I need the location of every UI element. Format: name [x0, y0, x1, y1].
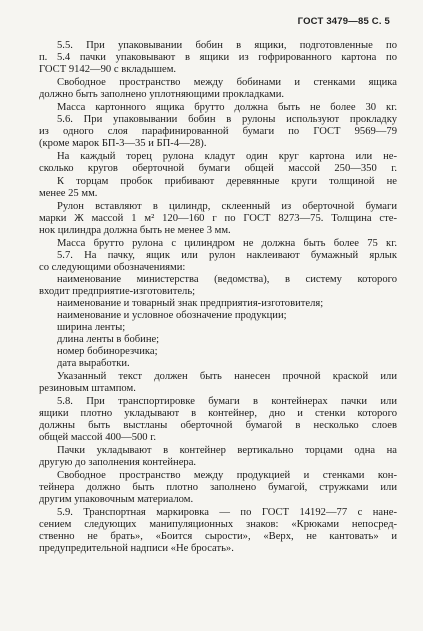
text-line: нок цилиндра должна быть не менее 3 мм. — [39, 225, 231, 236]
text-line: Масса брутто рулона с цилиндром не должна быть более 75 кг. — [57, 238, 397, 249]
text-line: входит предприятие-изготовитель; — [39, 286, 196, 297]
text-line: другим упаковочным материалом. — [39, 494, 194, 505]
text-line: предупредительной надписи «Не бросать». — [39, 543, 234, 554]
text-line: Рулон вставляют в цилиндр, склеенный из оберточной бумаги — [57, 201, 397, 212]
text-line: сением следующих манипуляционных знаков: «Крюками непосред- — [39, 519, 397, 530]
text-line: п. 5.4 пачки упаковывают в ящики из гофрированного картона по — [39, 52, 397, 63]
text-line: наименование и условное обозначение продукции; — [57, 310, 287, 321]
text-line: 5.5. При упаковывании бобин в ящики, подготовленные по — [57, 40, 397, 51]
text-line: Указанный текст должен быть нанесен прочной краской или — [57, 371, 397, 382]
text-line: должны быть выстланы оберточной бумагой в несколько слоев — [39, 420, 397, 431]
text-line: Пачки укладывают в контейнер вертикально торцами одна на — [57, 445, 397, 456]
text-line: ширина ленты; — [57, 322, 126, 333]
page-header: ГОСТ 3479—85 С. 5 — [297, 16, 390, 27]
text-line: длина ленты в бобине; — [57, 334, 160, 345]
text-line: (кроме марок БП-3—35 и БП-4—28). — [39, 138, 207, 149]
text-line: Свободное пространство между продукцией и стенками кон- — [57, 470, 397, 481]
text-line: из одного слоя парафинированной бумаги по ГОСТ 9569—79 — [39, 126, 397, 137]
text-line: дата выработки. — [57, 358, 130, 369]
text-line: со следующими обозначениями: — [39, 262, 186, 273]
text-line: должно быть заполнено уплотняющими прокладками. — [39, 89, 285, 100]
text-line: 5.7. На пачку, ящик или рулон наклеивают бумажный ярлык — [57, 250, 397, 261]
text-line: резиновым штампом. — [39, 383, 136, 394]
text-line: другую до заполнения контейнера. — [39, 457, 197, 468]
text-line: менее 25 мм. — [39, 188, 98, 199]
text-line: общей массой 400—500 г. — [39, 432, 157, 443]
text-line: наименование министерства (ведомства), в систему которого — [57, 274, 397, 285]
text-line: ственно не брать», «Боится сырости», «Верх, не кантовать» и — [39, 531, 397, 542]
text-line: 5.6. При упаковывании бобин в рулоны используют прокладку — [57, 114, 397, 125]
document-body — [39, 40, 397, 555]
text-line: 5.8. При транспортировке бумаги в контейнерах пачки или — [57, 396, 397, 407]
text-line: марки Ж массой 1 м² 120—160 г по ГОСТ 8273—75. Толщина сте- — [39, 213, 397, 224]
text-line: Масса картонного ящика брутто должна быть не более 30 кг. — [57, 102, 397, 113]
text-line: тейнера должно быть плотно заполнено бумагой, стружками или — [39, 482, 397, 493]
text-line: номер бобинорезчика; — [57, 346, 158, 357]
text-line: Свободное пространство между бобинами и стенками ящика — [57, 77, 397, 88]
text-line: К торцам пробок прибивают деревянные круги толщиной не — [57, 176, 397, 187]
text-line: наименование и товарный знак предприятия-изготовителя; — [57, 298, 324, 309]
text-line: сколько кругов оберточной бумаги общей массой 250—350 г. — [39, 163, 397, 174]
text-line: ящики плотно укладывают в контейнер, дно и стенки которого — [39, 408, 397, 419]
text-line: 5.9. Транспортная маркировка — по ГОСТ 14192—77 с нане- — [57, 507, 397, 518]
text-line: На каждый торец рулона кладут один круг картона или не- — [57, 151, 397, 162]
text-line: ГОСТ 9142—90 с вкладышем. — [39, 64, 177, 75]
